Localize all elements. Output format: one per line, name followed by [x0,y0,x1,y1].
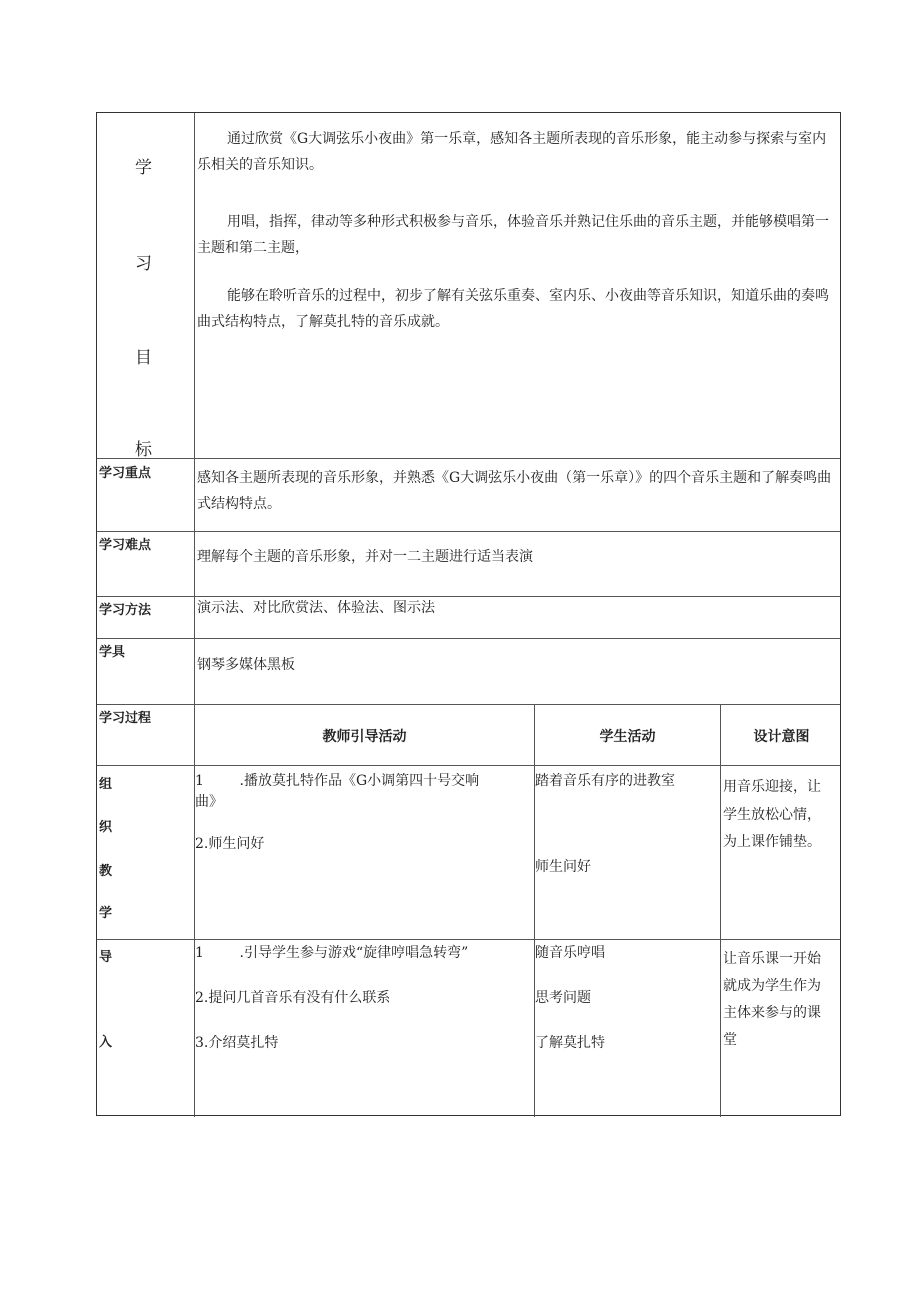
student-activity-header: 学生活动 [599,729,656,745]
stage-label-char: 入 [99,1035,113,1050]
design-intent-line: 主体来参与的课 [723,1005,821,1021]
design-intent-header: 设计意图 [753,729,810,745]
teacher-activity-line: 1 .引导学生参与游戏“旋律哼唱急转弯” [195,945,469,961]
row-divider [97,704,840,705]
row-divider [97,638,840,639]
difficulties-text: 理解每个主题的音乐形象，并对一二主题进行适当表演 [197,549,533,565]
methods-label: 学习方法 [99,603,152,618]
student-activity-line: 思考问题 [535,990,591,1006]
goal-paragraph-2: 用唱，指挥，律动等多种形式积极参与音乐，体验音乐并熟记住乐曲的音乐主题，并能够模唱第一主题和第二主题， [197,214,829,256]
teacher-activity-line: 3.介绍莫扎特 [195,1035,279,1051]
goals-label-char: 习 [135,254,152,274]
teacher-activity-header: 教师引导活动 [322,729,407,745]
design-intent-line: 堂 [723,1032,737,1048]
stage-label-char: 组 [99,777,113,792]
student-activity-line: 随音乐哼唱 [535,945,605,961]
process-label: 学习过程 [99,711,152,726]
design-intent-line: 学生放松心情， [723,807,821,823]
student-activity-line: 踏着音乐有序的进教室 [535,773,675,789]
tools-label: 学具 [99,645,126,660]
teacher-activity-line: 2.提问几首音乐有没有什么联系 [195,990,391,1006]
goal-paragraph-3: 能够在聆听音乐的过程中，初步了解有关弦乐重奏、室内乐、小夜曲等音乐知识，知道乐曲的奏鸣曲式结构特点，了解莫扎特的音乐成就。 [197,288,829,330]
row-divider [97,765,840,766]
teacher-activity-line: 2.师生问好 [195,836,265,852]
column-divider [534,704,535,1117]
stage-label-char: 学 [99,906,113,921]
teacher-activity-line: 曲》 [195,794,223,810]
stage-label-char: 导 [99,950,113,965]
row-divider [97,458,840,459]
design-intent-line: 让音乐课一开始 [723,951,821,967]
student-activity-line: 了解莫扎特 [535,1035,605,1051]
design-intent-line: 为上课作铺垫。 [723,834,821,850]
difficulties-label: 学习难点 [99,538,152,553]
row-divider [97,531,840,532]
lesson-plan-table [96,112,841,1116]
stage-label-char: 织 [99,820,113,835]
row-divider [97,939,840,940]
stage-label-char: 教 [99,864,113,879]
design-intent-line: 就成为学生作为 [723,978,821,994]
key-points-label: 学习重点 [99,466,152,481]
student-activity-line: 师生问好 [535,859,591,875]
methods-text: 演示法、对比欣赏法、体验法、图示法 [197,600,435,616]
design-intent-line: 用音乐迎接，让 [723,779,821,795]
column-divider [720,704,721,1117]
goals-label-char: 学 [135,158,152,178]
tools-text: 钢琴多媒体黑板 [197,657,295,673]
goal-paragraph-1: 通过欣赏《G大调弦乐小夜曲》第一乐章，感知各主题所表现的音乐形象，能主动参与探索与室内乐相关的音乐知识。 [197,131,827,173]
goals-label-char: 目 [135,348,152,368]
column-divider [194,113,195,1117]
goals-label-char: 标 [135,440,152,460]
teacher-activity-line: 1 .播放莫扎特作品《G小调第四十号交响 [195,773,480,789]
key-points-text: 感知各主题所表现的音乐形象，并熟悉《G大调弦乐小夜曲（第一乐章）》的四个音乐主题和了解奏鸣曲式结构特点。 [197,470,832,512]
